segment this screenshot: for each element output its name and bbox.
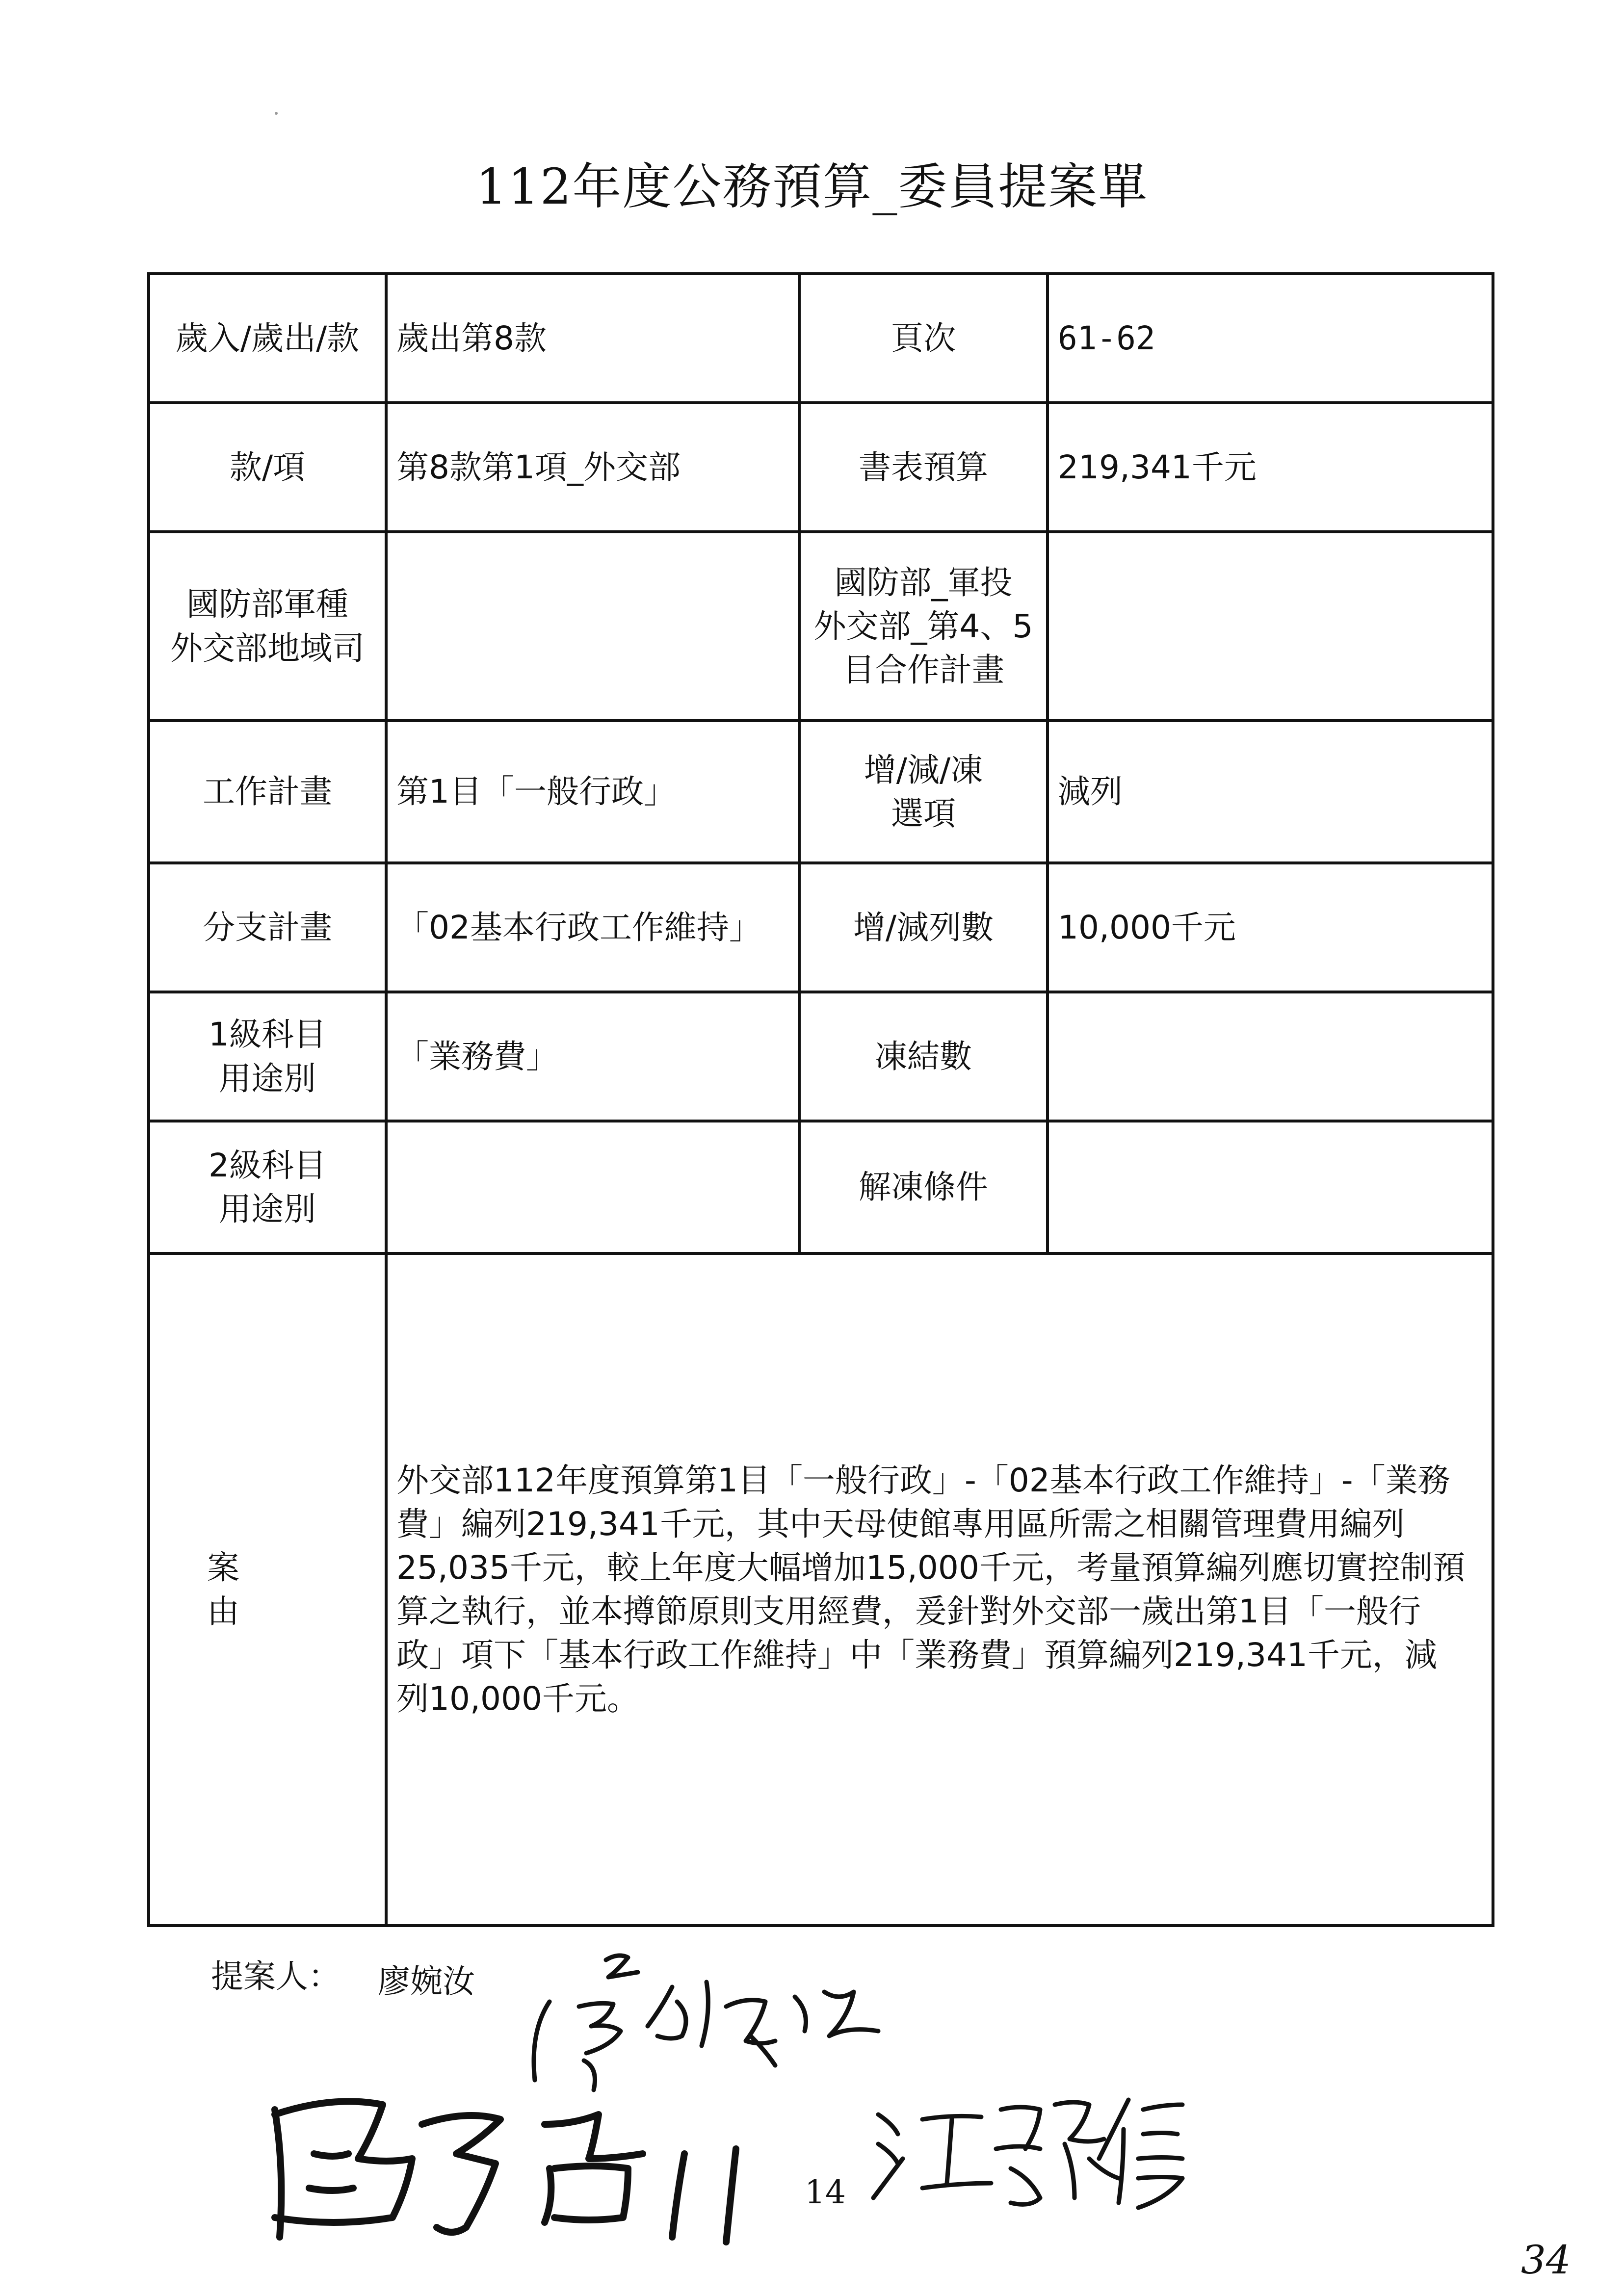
field-label: 2級科目 用途別 (149, 1121, 386, 1253)
signature-jiang-qichen (873, 2100, 1182, 2208)
field-label: 增/減列數 (799, 863, 1048, 992)
field-label: 款/項 (149, 403, 386, 532)
field-label: 頁次 (799, 274, 1048, 403)
proposer-label: 提案人： (211, 1957, 341, 1995)
field-value: 第8款第1項_外交部 (386, 403, 799, 532)
handwritten-corner-number: 34 (1521, 2237, 1571, 2283)
reason-line: 政」項下「基本行政工作維持」中「業務費」預算編列219,341千元，減 (396, 1636, 1437, 1674)
signature-liao-wanru (534, 1956, 878, 2090)
field-label: 工作計畫 (149, 721, 386, 863)
page-title: 112年度公務預算_委員提案單 (475, 158, 1149, 215)
reason-label: 案由 (149, 1253, 386, 1926)
field-label: 國防部_軍投 外交部_第4、5 目合作計畫 (799, 532, 1048, 721)
field-label: 解凍條件 (799, 1121, 1048, 1253)
proposer-name: 廖婉汝 (378, 1962, 475, 2000)
field-label: 國防部軍種 外交部地域司 (149, 532, 386, 721)
field-value: 61-62 (1048, 274, 1493, 403)
field-value: 10,000千元 (1048, 863, 1493, 992)
reason-line: 費」編列219,341千元，其中天母使館專用區所需之相關管理費用編列 (396, 1505, 1405, 1543)
reason-line: 列10,000千元。 (396, 1680, 639, 1718)
signature-ma-wenjun (275, 2101, 643, 2237)
field-value: 歲出第8款 (386, 274, 799, 403)
field-value: 減列 (1048, 721, 1493, 863)
field-label: 分支計畫 (149, 863, 386, 992)
field-value: 「業務費」 (386, 992, 799, 1121)
page-number: 14 (805, 2173, 846, 2211)
reason-line: 25,035千元，較上年度大幅增加15,000千元，考量預算編列應切實控制預 (396, 1548, 1465, 1587)
field-value: 219,341千元 (1048, 403, 1493, 532)
signature-number-11 (672, 2149, 736, 2242)
field-value: 第1目「一般行政」 (386, 721, 799, 863)
reason-line: 外交部112年度預算第1目「一般行政」-「02基本行政工作維持」-「業務 (396, 1461, 1450, 1499)
field-label: 1級科目 用途別 (149, 992, 386, 1121)
field-label: 增/減/凍 選項 (799, 721, 1048, 863)
field-value: 「02基本行政工作維持」 (386, 863, 799, 992)
field-label: 凍結數 (799, 992, 1048, 1121)
field-label: 書表預算 (799, 403, 1048, 532)
field-label: 歲入/歲出/款 (149, 274, 386, 403)
reason-line: 算之執行，並本撙節原則支用經費，爰針對外交部一歲出第1目「一般行 (396, 1592, 1421, 1630)
